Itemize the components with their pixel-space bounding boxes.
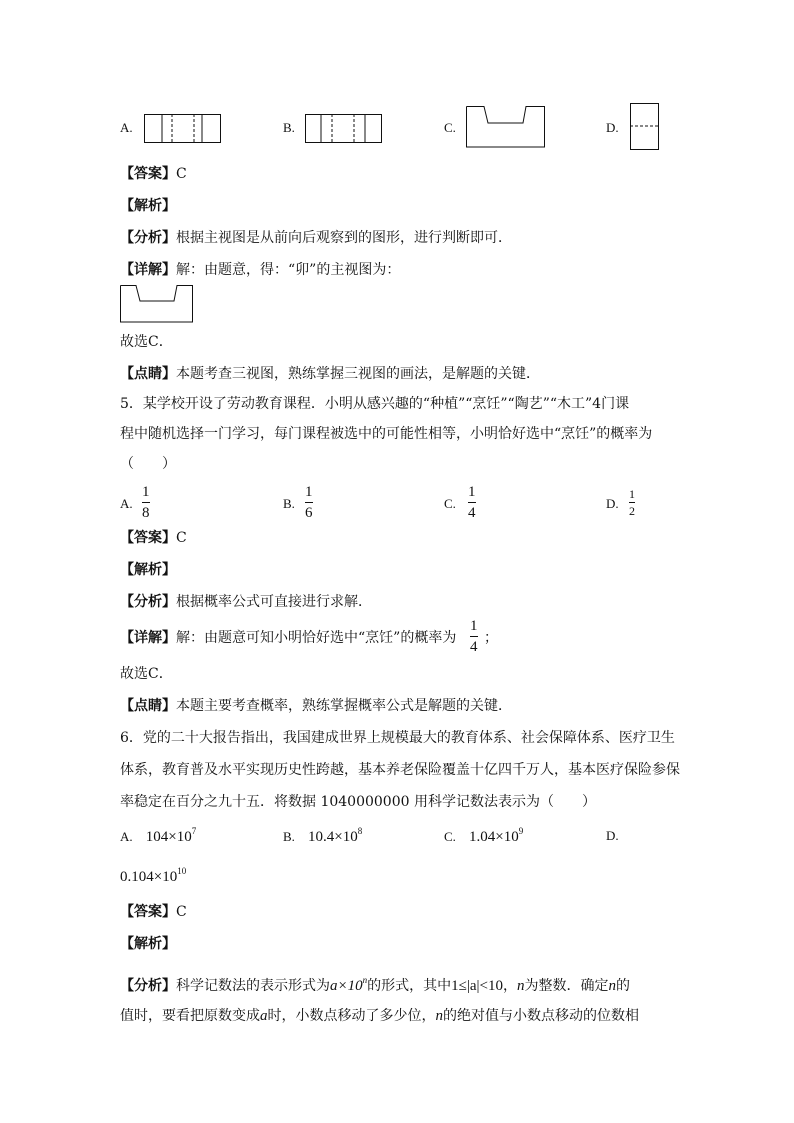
q4-option-d-label: D.: [606, 120, 619, 135]
q6-fenxi-line2: 值时，要看把原数变成a时，小数点移动了多少位，n的绝对值与小数点移动的位数相: [120, 1008, 639, 1024]
q4-option-c-figure: [466, 106, 546, 148]
q5-xiangjie-end: ；: [484, 630, 498, 646]
q4-option-b-figure: [305, 114, 383, 144]
q5-xiangjie: 【详解】解：由题意可知小明恰好选中“烹饪”的概率为: [120, 630, 457, 646]
q6-fenxi-line1: 【分析】科学记数法的表示形式为$a\times 10^n$的形式，其中1≤|a|<10，n为整数．确定n的: [120, 975, 630, 994]
q4-option-a-label: A.: [120, 120, 133, 135]
q5-option-a-label: A.: [120, 496, 133, 511]
q4-option-d-figure: [630, 103, 660, 151]
q4-option-b-label: B.: [283, 120, 295, 135]
q5-fenxi: 【分析】根据概率公式可直接进行求解．: [120, 594, 372, 610]
q6-stem-line3: 率稳定在百分之九十五．将数据 1040000000 用科学记数法表示为（ ）: [120, 794, 596, 810]
q5-option-d-label: D.: [606, 496, 619, 511]
q5-option-b-fraction: 1 6: [305, 484, 313, 521]
q5-option-c-fraction: 1 4: [468, 484, 476, 521]
q5-option-d-fraction: 1 2: [629, 487, 635, 518]
q4-conclusion: 故选C．: [120, 334, 173, 350]
q5-option-a-fraction: 1 8: [142, 484, 150, 521]
q5-analysis-tag: 【解析】: [120, 562, 176, 578]
q5-dianjing: 【点睛】本题主要考查概率，熟练掌握概率公式是解题的关键．: [120, 698, 512, 714]
q5-answer: 【答案】C: [120, 530, 187, 546]
q6-stem-line1: 6．党的二十大报告指出，我国建成世界上规模最大的教育体系、社会保障体系、医疗卫生: [120, 730, 675, 746]
q4-fenxi: 【分析】根据主视图是从前向后观察到的图形，进行判断即可．: [120, 230, 512, 246]
q4-dianjing: 【点睛】本题考查三视图，熟练掌握三视图的画法，是解题的关键．: [120, 366, 540, 382]
q5-stem-line2: 程中随机选择一门学习，每门课程被选中的可能性相等，小明恰好选中“烹饪”的概率为: [120, 426, 653, 442]
q5-stem-line1: 5．某学校开设了劳动教育课程．小明从感兴趣的“种植”“烹饪”“陶艺”“木工”4门课: [120, 396, 630, 412]
q4-option-a-figure: [144, 114, 222, 144]
q5-xiangjie-fraction: 1 4: [470, 618, 478, 655]
q4-analysis-tag: 【解析】: [120, 198, 176, 214]
q6-option-a: A. $104\times 10^7$: [120, 826, 197, 845]
q6-answer: 【答案】C: [120, 904, 187, 920]
q4-solution-figure: [120, 285, 194, 323]
q6-option-d-label: D.: [606, 828, 619, 843]
q5-conclusion: 故选C．: [120, 666, 173, 682]
q6-option-d-value: $0.104\times 10^{10}$: [120, 866, 187, 885]
q4-answer: 【答案】C: [120, 166, 187, 182]
q6-option-c: C. $1.04\times 10^9$: [444, 826, 524, 845]
q5-option-b-label: B.: [283, 496, 295, 511]
q6-stem-line2: 体系，教育普及水平实现历史性跨越，基本养老保险覆盖十亿四千万人，基本医疗保险参保: [120, 762, 680, 778]
q5-option-c-label: C.: [444, 496, 456, 511]
q6-analysis-tag: 【解析】: [120, 936, 176, 952]
q5-stem-line3: （ ）: [120, 456, 176, 472]
q6-option-b: B. $10.4\times 10^8$: [283, 826, 363, 845]
q4-xiangjie: 【详解】解：由题意，得：“卯”的主视图为：: [120, 262, 401, 278]
q4-option-c-label: C.: [444, 120, 456, 135]
